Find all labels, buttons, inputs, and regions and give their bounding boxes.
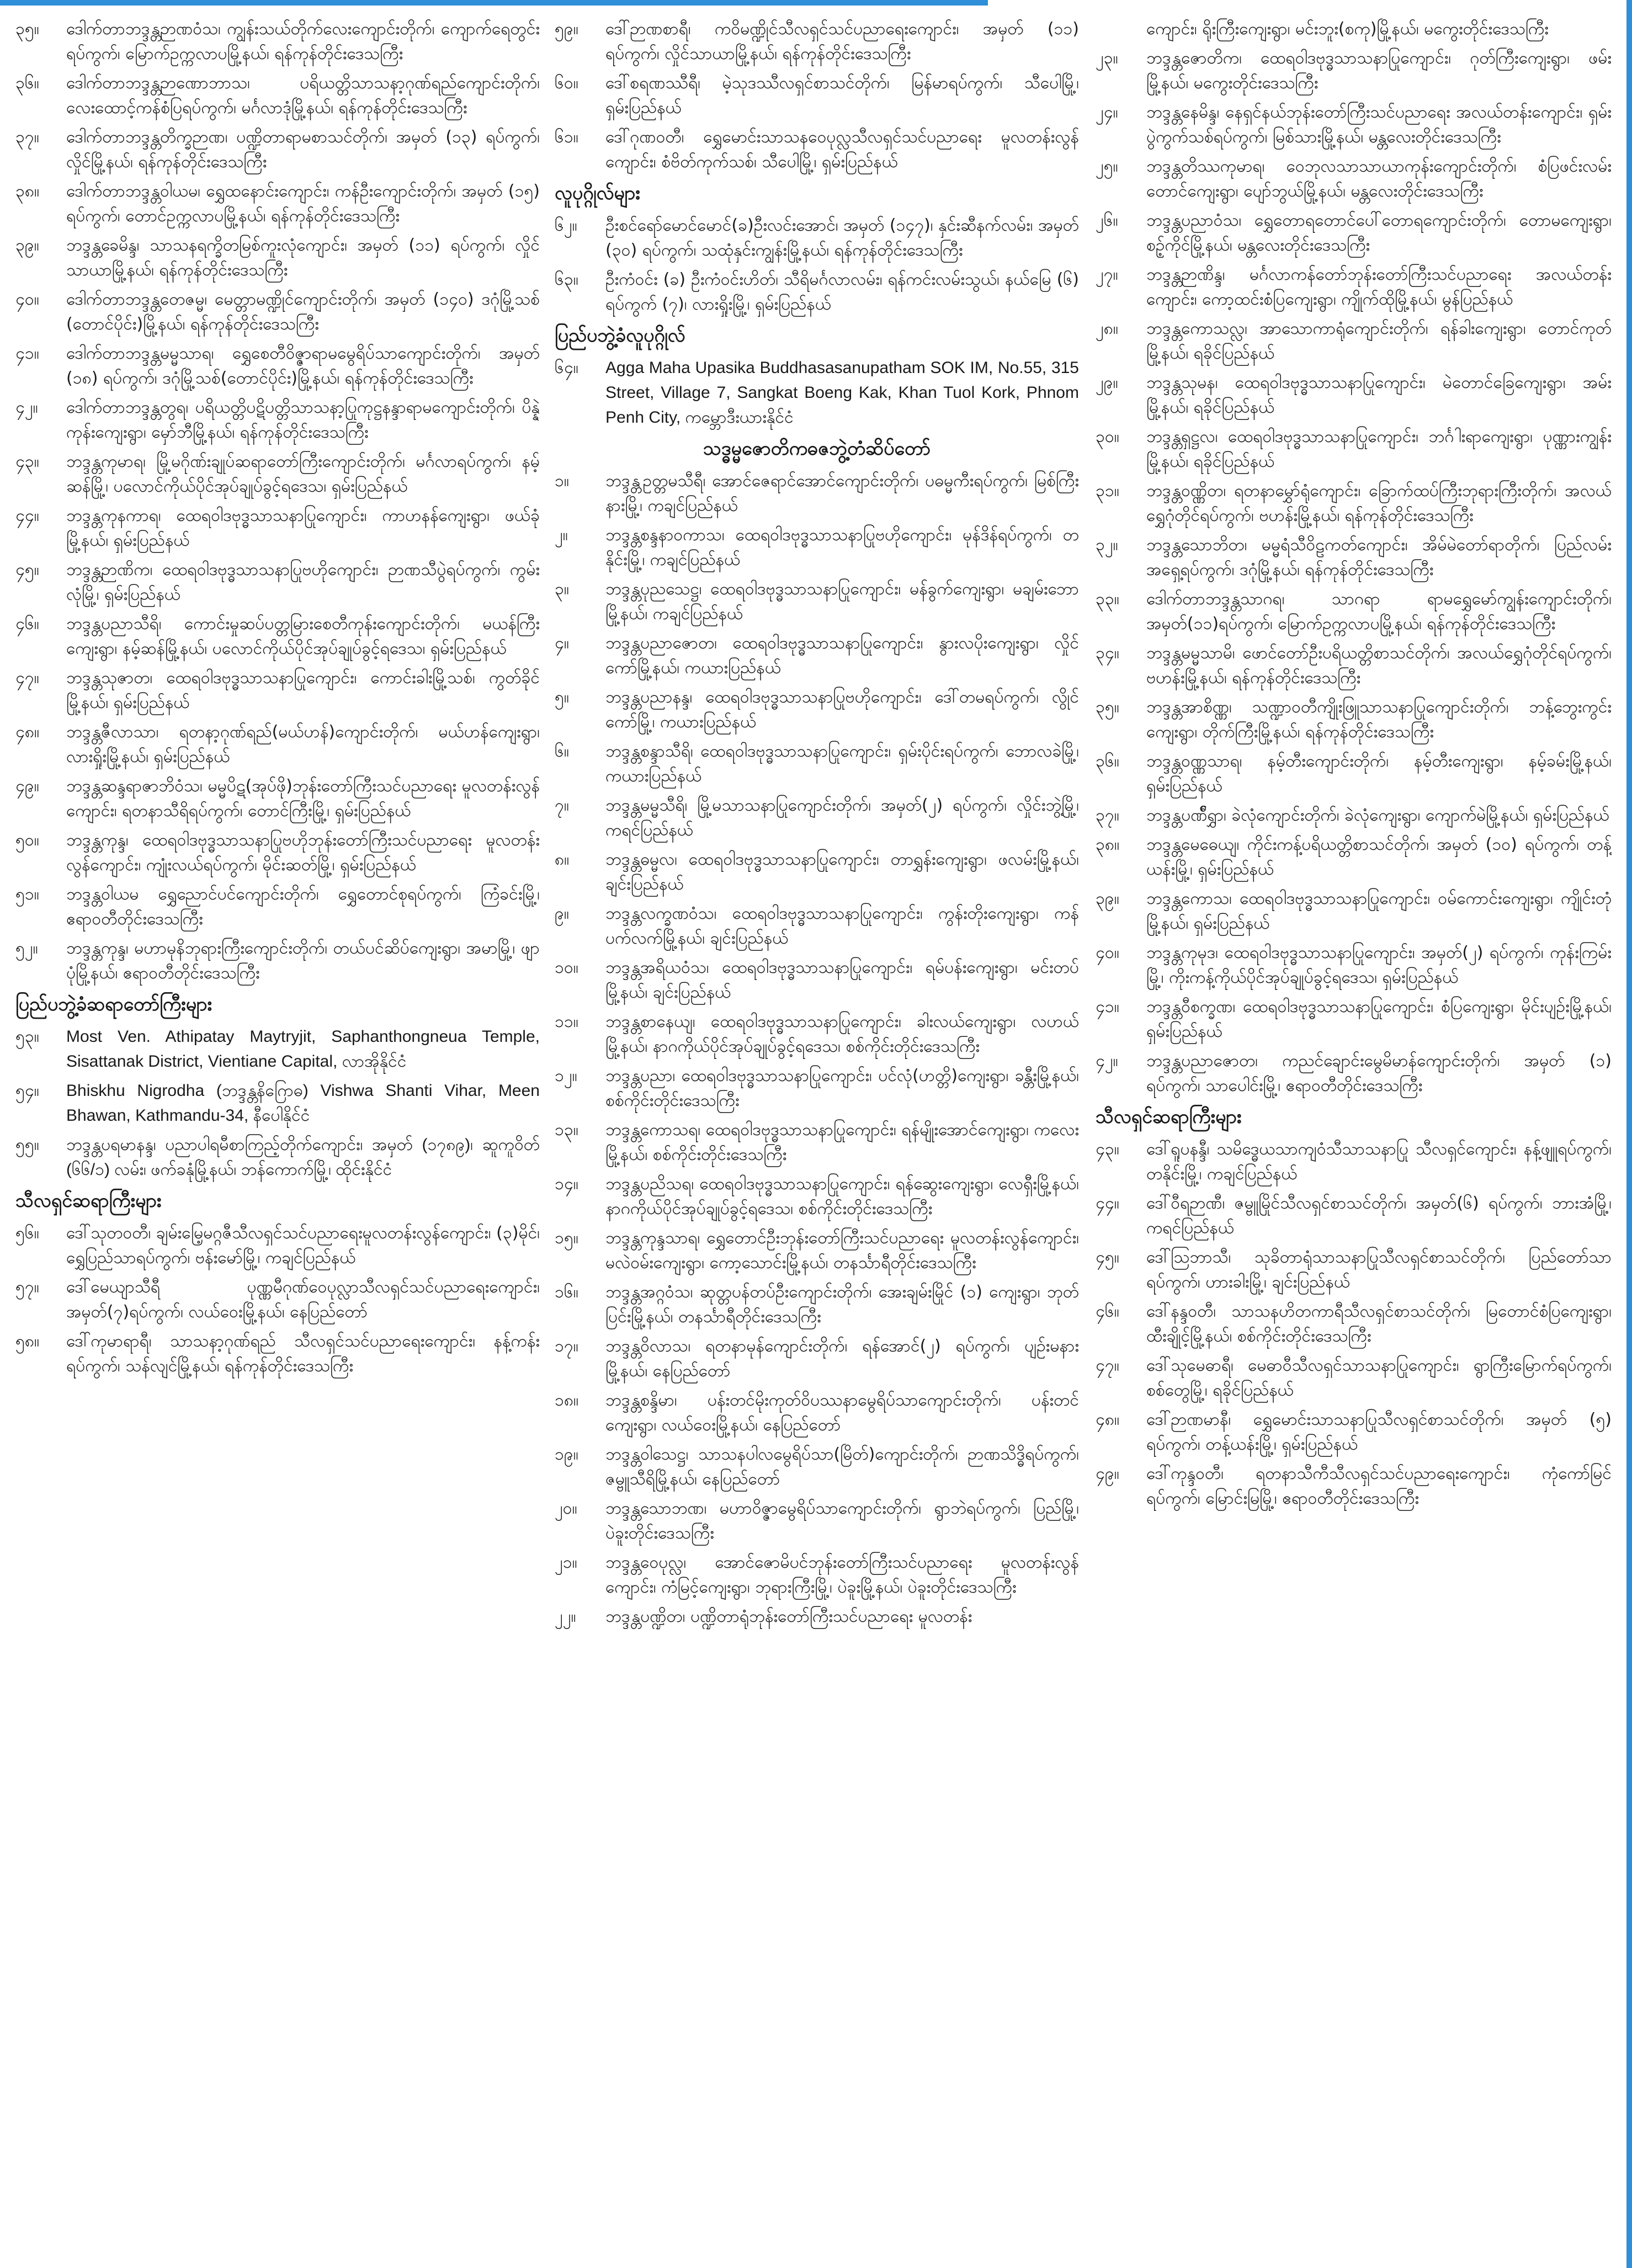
item-number: ၃၇။ <box>15 127 39 147</box>
list-item <box>1096 478 1612 528</box>
list-item <box>15 882 540 931</box>
list-item <box>1096 208 1612 258</box>
item-text: ဘဒ္ဒန္တပရမာနန္ဒ၊ ပညာပါရမီစာကြည့်တိုက်ကျောင်း၊ အမှတ် (၁၇၈၉)၊ ဆူကူဝိတ် (၆၆/၁) လမ်း၊ ဖက်ခနုံမြို့နယ်၊ ဘန်ကောက်မြို့၊ ထိုင်းနိုင်ငံ <box>66 1136 540 1179</box>
item-text: ဘဒ္ဒန္တကုန္ဒ၊ မဟာမုနိဘုရားကြီးကျောင်းတိုက်၊ တယ်ပင်ဆိပ်ကျေးရွာ၊ အမာမြို့၊ ဖျာပုံမြို့နယ်၊ ဧရာဝတီတိုင်းဒေသကြီး <box>66 939 540 983</box>
list-item <box>555 793 1079 843</box>
item-number: ၄၄။ <box>15 506 39 525</box>
list-item <box>1096 832 1612 882</box>
list-item <box>555 1117 1079 1167</box>
heading-nuns-2: သီလရှင်ဆရာကြီးများ <box>1096 1106 1242 1128</box>
item-number: ၃၂။ <box>1096 535 1118 555</box>
col2-list-d <box>555 468 1079 1629</box>
item-text: ဘဒ္ဒန္တကုန္ဒသာရ၊ ရွှေတောင်ဦးဘုန်းတော်ကြီးသင်ပညာရေး မူလတန်းလွန်ကျောင်း၊ မလဲဝမ်းကျေးရွာ၊ ကော့သောင်းမြို့နယ်၊ တနင်္သာရီတိုင်းဒေသကြီး <box>605 1228 1079 1273</box>
list-item <box>15 1024 540 1074</box>
item-number: ၇။ <box>555 796 569 815</box>
item-number: ၃၆။ <box>1096 752 1119 771</box>
list-item <box>15 287 540 337</box>
item-number: ၂၂။ <box>555 1607 576 1626</box>
item-number: ၄၂။ <box>15 398 38 417</box>
item-number: ၄၈။ <box>15 722 40 742</box>
item-text: ဘဒ္ဒန္တဇီလာသာ၊ ရတနာ့ဂုဏ်ရည်(မယ်ဟန်)ကျောင်းတိုက်၊ မယ်ဟန်ကျေးရွာ၊ လားရှိုးမြို့နယ်၊ ရှမ်းပြည်နယ် <box>66 722 540 766</box>
list-item <box>555 1604 1079 1629</box>
item-number: ၆၂။ <box>555 216 577 235</box>
item-number: ၄၉။ <box>15 776 39 796</box>
item-number: ၁။ <box>555 471 569 491</box>
item-text: ဘဒ္ဒန္တအာစိဏ္ဏ၊ သဏ္ဍာဝတီကျိုးဖြူသာသနာပြုကျောင်းတိုက်၊ ဘန့်ဘွေးကွင်းကျေးရွာ၊ တိုက်ကြီးမြို့နယ်၊ ရန်ကုန်တိုင်းဒေသကြီး <box>1146 698 1612 742</box>
item-text: ဘဒ္ဒန္တပညာနန္ဒ၊ ထေရဝါဒဗုဒ္ဓသာသနာပြုဗဟိုကျောင်း၊ ဒေါ်တမရပ်ကွက်၊ လွိုင်ကော်မြို့၊ ကယားပြည်နယ် <box>605 688 1079 732</box>
item-text: ဘဒ္ဒန္တဆန္ဒရာဇာဘိဝံသ၊ မမ္မပိဋ(အုပ်ဖို)ဘုန်းတော်ကြီးသင်ပညာရေး မူလတန်းလွန်ကျောင်း၊ ရတနာသီရိရပ်ကွက်၊ တောင်ကြီးမြို့၊ ရှမ်းပြည်နယ် <box>66 776 540 821</box>
item-number <box>1096 17 1146 41</box>
item-number: ၂၉။ <box>1096 373 1118 392</box>
list-item <box>1096 803 1612 828</box>
list-item <box>555 1442 1079 1492</box>
col1-list-a <box>15 17 540 986</box>
item-text: ဘဒ္ဒန္တကုနကာရ၊ ထေရဝါဒဗုဒ္ဓသာသနာပြုကျောင်း၊ ကာဟနန်ကျေးရွာ၊ ဖယ်ခုံမြို့နယ်၊ ရှမ်းပြည်နယ် <box>66 506 540 550</box>
item-number: ၂။ <box>555 525 568 545</box>
list-item <box>555 355 1079 430</box>
list-item <box>555 1496 1079 1546</box>
item-text: ဒေါ်ရူပနန္ဒီ၊ သမိဒ္ဓေယသာကျ၀ံသီသာသနာပြု သီလရှင်ကျောင်း၊ နန့်ဖျူရပ်ကွက်၊ တနိုင်းမြို့၊ ကချင်ပြည်နယ် <box>1146 1140 1612 1184</box>
list-item <box>15 936 540 986</box>
item-text: ဘဒ္ဒန္တအဂ္ဂဝံသ၊ ဆုတ္တပန်တပ်ဦးကျောင်းတိုက်၊ အေးချမ်းမြိုင် (၁) ကျေးရွာ၊ ဘုတ်ပြင်းမြို့နယ်၊ တနင်္သာရီတိုင်းဒေသကြီး <box>605 1282 1079 1327</box>
item-text: ဘဒ္ဒန္တသောဘိတ၊ မမ္မရံသီဝိဠကတ်ကျောင်း၊ အိမ်မဲတော်ရာတိုက်၊ ပြည်လမ်းအရှေ့ရပ်ကွက်၊ ဒဂုံမြို့နယ်၊ ရန်ကုန်တိုင်းဒေသကြီး <box>1146 535 1612 579</box>
list-item <box>555 523 1079 572</box>
item-number: ၃၃။ <box>1096 589 1119 609</box>
item-text: ဘဒ္ဒန္တပညာသီရိ၊ ကောင်းမှုဆပ်ပတ္တမြားစေတီကုန်းကျောင်းတိုက်၊ မယန်ကြီးကျေးရွာ၊ နမ့်ဆန်မြို့နယ်၊ ပလောင်ကိုယ်ပိုင်အုပ်ချုပ်ခွင့်ရဒေသ၊ ရှမ်းပြည်နယ် <box>66 614 540 658</box>
item-number: ၄၃။ <box>1096 1140 1119 1159</box>
item-text: ဘဒ္ဒန္တပညာဝံသ၊ ရွှေတောရတောင်ပေါ်တောရကျောင်းတိုက်၊ တောမကျေးရွာ၊ စဉ့်ကိုင်မြို့နယ်၊ မန္တလေးတိုင်းဒေသကြီး <box>1146 211 1612 255</box>
item-number: ၄၉။ <box>1096 1464 1119 1483</box>
list-item <box>1096 940 1612 990</box>
list-item <box>1096 886 1612 936</box>
item-number: ၆၁။ <box>555 127 578 147</box>
item-text: ဒေါ်ကုန္ဒဝတီ၊ ရတနာသီကီသီလရှင်သင်ပညာရေးကျောင်း၊ ကုံကော်မြင်ရပ်ကွက်၊ မြောင်းမြမြို့၊ ဧရာဝတီတိုင်းဒေသကြီး <box>1146 1464 1612 1508</box>
list-item <box>1096 316 1612 366</box>
list-item <box>15 341 540 391</box>
list-item <box>555 71 1079 120</box>
item-number: ၃၀။ <box>1096 427 1119 446</box>
item-number: ၅၁။ <box>15 885 39 904</box>
list-item <box>1096 533 1612 582</box>
list-item <box>555 1280 1079 1329</box>
item-text: ဘဒ္ဒန္တဝီစက္ခဏ၊ ထေရဝါဒဗုဒ္ဓသာသနာပြုကျောင်း၊ စံပြကျေးရွာ၊ မိုင်းပျဉ်းမြို့နယ်၊ ရှမ်းပြည်နယ် <box>1146 997 1612 1041</box>
item-number: ၄၅။ <box>15 560 39 579</box>
item-number: ၅၄။ <box>15 1081 39 1100</box>
list-item <box>15 17 540 66</box>
list-item <box>15 395 540 445</box>
list-item <box>1096 695 1612 744</box>
list-item <box>555 468 1079 518</box>
list-item <box>1096 587 1612 636</box>
item-number: ၁၉။ <box>555 1445 578 1464</box>
list-item <box>555 685 1079 734</box>
item-text: ဘဒ္ဒန္တပဏ္ဍိတ၊ ပဏ္ဍိတာရုံဘုန်းတော်ကြီးသင်ပညာရေး မူလတန်း <box>605 1607 972 1626</box>
item-text: ဘဒ္ဒန္တတိဿကုမာရ၊ ဝေဘုလသာသာယာကုန်းကျောင်းတိုက်၊ စံပြဖင်းလမ်းတောင်ကျေးရွာ၊ ပျော်ဘွယ်မြို့နယ်၊ မန္တလေးတိုင်းဒေသကြီး <box>1146 157 1612 201</box>
item-number: ၄၇။ <box>1096 1356 1119 1375</box>
list-item <box>15 449 540 499</box>
item-text: ဘဒ္ဒန္တဉာဏိန္ဒ၊ မင်္ဂလာကန်တော်ဘုန်းတော်ကြီးသင်ပညာရေး အလယ်တန်းကျောင်း၊ ကော့ထင်းစံပြကျေးရွာ၊ ကျိုက်ထိုမြို့နယ်၊ မွန်ပြည်နယ် <box>1146 265 1612 309</box>
item-number: ၆။ <box>555 742 569 761</box>
item-text: ဘဒ္ဒန္တခေမိန္ဒ၊ သာသနရက္ခိတမြစ်ကူးလုံကျောင်း၊ အမှတ် (၁၁) ရပ်ကွက်၊ လှိုင်သာယာမြို့နယ်၊ ရန်ကုန်တိုင်းဒေသကြီး <box>66 236 540 280</box>
list-item <box>15 774 540 823</box>
item-text: ဘဒ္ဒန္တလက္ခဏဝံသ၊ ထေရဝါဒဗုဒ္ဓသာသနာပြုကျောင်း၊ ကွန်းတိုးကျေးရွာ၊ ကန်ပက်လက်မြို့နယ်၊ ချင်းပြည်နယ် <box>605 904 1079 948</box>
list-item <box>555 631 1079 680</box>
list-item <box>15 611 540 661</box>
item-text: ဘဒ္ဒန္တစန္ဒနာဝကာသ၊ ထေရဝါဒဗုဒ္ဓသာသနာပြုဗဟိုကျောင်း၊ မုန်ဒိန်ရပ်ကွက်၊ တနိုင်းမြို့၊ ကချင်ပြည်နယ် <box>605 525 1079 569</box>
list-item <box>555 17 1079 66</box>
item-text: ဘဒ္ဒန္တသုဇာတ၊ ထေရဝါဒဗုဒ္ဓသာသနာပြုကျောင်း၊ ကောင်းခါးမြို့သစ်၊ ကွတ်ခိုင်မြို့နယ်၊ ရှမ်းပြည်နယ် <box>66 668 540 712</box>
list-item <box>1096 1191 1612 1241</box>
item-number: ၅၆။ <box>15 1223 39 1243</box>
item-text: ဒေါ်သုတဝတီ၊ ချမ်းမြေ့မဂ္ဂဇီသီလရှင်သင်ပညာရေးမူလတန်းလွန်ကျောင်း၊ (၃)မိုင်၊ ရွှေပြည်သာရပ်ကွက်၊ ဗန်းမော်မြို့၊ ကချင်ပြည်နယ် <box>66 1223 540 1268</box>
item-text: ဘဒ္ဒန္တဓမ္မလ၊ ထေရဝါဒဗုဒ္ဓသာသနာပြုကျောင်း၊ တာရွှန်းကျေးရွာ၊ ဖလမ်းမြို့နယ်၊ ချင်းပြည်နယ် <box>605 850 1079 894</box>
item-text: ဘဒ္ဒန္တကောသရ၊ ထေရဝါဒဗုဒ္ဓသာသနာပြုကျောင်း၊ ရန်မျိုးအောင်ကျေးရွာ၊ ကလေးမြို့နယ်၊ စစ်ကိုင်းတိုင်းဒေသကြီး <box>605 1120 1079 1164</box>
item-number: ၄၀။ <box>15 290 39 309</box>
list-item <box>555 125 1079 174</box>
item-text: ဘဒ္ဒန္တနေမိန္ဒ၊ နေရှင်နယ်ဘုန်းတော်ကြီးသင်ပညာရေး အလယ်တန်းကျောင်း၊ ရှမ်းပွဲကွက်သစ်ရပ်ကွက်၊ မြစ်သားမြို့နယ်၊ မန္တလေးတိုင်းဒေသကြီး <box>1146 103 1612 147</box>
item-text: ဘဒ္ဒန္တပညာ၊ ထေရဝါဒဗုဒ္ဓသာသနာပြုကျောင်း၊ ပင်လုံ(ဟတ္တိ)ကျေးရွာ၊ ခန္တီးမြို့နယ်၊ စစ်ကိုင်းတိုင်းဒေသကြီး <box>605 1066 1079 1110</box>
col3-list-b <box>1096 1137 1612 1511</box>
item-text: ဘဒ္ဒန္တပညာဇောတ၊ ကညင်ချောင်းမွေမိမာန်ကျောင်းတိုက်၊ အမှတ် (၁) ရပ်ကွက်၊ သာပေါင်းမြို့၊ ဧရာဝတီတိုင်းဒေသကြီး <box>1146 1051 1612 1095</box>
item-number: ၁၅။ <box>555 1228 578 1248</box>
list-item <box>555 1063 1079 1113</box>
item-text: ဒေါက်တာဘဒ္ဒန္တမမ္မသာရ၊ ရွှေစေတီဝိဇ္ဇာရာမမွေရိပ်သာကျောင်းတိုက်၊ အမှတ် (၁၈) ရပ်ကွက်၊ ဒဂုံမြို့သစ်(တောင်ပိုင်း)မြို့နယ်၊ ရန်ကုန်တိုင်းဒေသကြီး <box>66 344 540 388</box>
item-text: ဒေါ်ကုမာရာရီ၊ သာသနာ့ဂုဏ်ရည် သီလရှင်သင်ပညာရေးကျောင်း၊ နန့်ကန်းရပ်ကွက်၊ သန်လျင်မြို့နယ်၊ ရန်ကုန်တိုင်းဒေသကြီး <box>66 1332 540 1376</box>
item-number: ၃၆။ <box>15 73 39 93</box>
list-item <box>1096 1299 1612 1349</box>
list-item <box>1096 1407 1612 1457</box>
list-item <box>555 847 1079 897</box>
item-number: ၃၄။ <box>1096 643 1119 663</box>
list-item <box>15 828 540 877</box>
item-number: ၃၉။ <box>15 236 39 255</box>
list-item <box>1096 994 1612 1044</box>
item-text: Most Ven. Athipatay Maytryjit, Saphanthongneua Temple, Sisattanak District, Vientiane Capital, လာအိုနိုင်ငံ <box>66 1027 540 1071</box>
item-number: ၂၅။ <box>1096 157 1118 176</box>
list-item <box>1096 262 1612 312</box>
item-text: ဒေါ်ဝီရဉာဏီ၊ ဇမ္ဗူမြိုင်သီလရှင်စာသင်တိုက်၊ အမှတ်(၆) ရပ်ကွက်၊ ဘားအံမြို့၊ ကရင်ပြည်နယ် <box>1146 1194 1612 1238</box>
item-text: ဘဒ္ဒန္တဝဏ္ဏသာရ၊ နမ့်တီးကျောင်းတိုက်၊ နမ့်တီးကျေးရွာ၊ နမ့်ခမ်းမြို့နယ်၊ ရှမ်းပြည်နယ် <box>1146 752 1612 796</box>
item-text: ဘဒ္ဒန္တသောဘဏ၊ မဟာဝိဇ္ဇာမွေရိပ်သာကျောင်းတိုက်၊ ရွာဘဲရပ်ကွက်၊ ပြည်မြို့၊ ပဲခူးတိုင်းဒေသကြီး <box>605 1499 1079 1543</box>
item-number: ၂၀။ <box>555 1499 577 1518</box>
item-text: ဒေါက်တာဘဒ္ဒန္တဉာဏောဘာသ၊ ပရိယတ္တိသာသနာ့ဂုဏ်ရည်ကျောင်းတိုက်၊ လေးထောင့်ကန်စံပြရပ်ကွက်၊ မင်္ဂလာဒုံမြို့နယ်၊ ရန်ကုန်တိုင်းဒေသကြီး <box>66 73 540 118</box>
list-item <box>1096 1048 1612 1098</box>
item-number: ၆၃။ <box>555 270 578 289</box>
item-text: ဘဒ္ဒန္တဝါယမ ရွှေညောင်ပင်ကျောင်းတိုက်၊ ရွှေတောင်စုရပ်ကွက်၊ ကြံခင်းမြို့၊ ဧရာဝတီတိုင်းဒေသကြီး <box>66 885 540 929</box>
list-item <box>15 125 540 174</box>
list-item <box>1096 370 1612 420</box>
item-number: ၂၇။ <box>1096 265 1118 284</box>
item-text: ဒေါ်သုမေဓာရီ၊ မေဓာဝီသီလရှင်သာသနာပြုကျောင်း၊ ရွာကြီးမြောက်ရပ်ကွက်၊ စစ်တွေမြို့၊ ရခိုင်ပြည်နယ် <box>1146 1356 1612 1400</box>
item-number: ၃၉။ <box>1096 889 1119 908</box>
list-item <box>15 1329 540 1378</box>
list-item <box>15 1275 540 1324</box>
item-text: ဘဒ္ဒန္တမေဓေယျ၊ ကိုင်းကန့်ပရိယတ္တိစာသင်တိုက်၊ အမှတ် (၁၀) ရပ်ကွက်၊ တန့်ယန်းမြို့၊ ရှမ်းပြည်နယ် <box>1146 835 1612 879</box>
item-number: ၁၃။ <box>555 1120 578 1140</box>
item-text: ဘဒ္ဒန္တဉာဏိက၊ ထေရဝါဒဗုဒ္ဓသာသနာပြုဗဟိုကျောင်း၊ ဉာဏသီပွဲရပ်ကွက်၊ ကွမ်းလုံမြို့၊ ရှမ်းပြည်နယ် <box>66 560 540 604</box>
col1-list-b <box>15 1024 540 1182</box>
item-text: ဘဒ္ဒန္တပညာဇောတ၊ ထေရဝါဒဗုဒ္ဓသာသနာပြုကျောင်း၊ နွားလပိုးကျေးရွာ၊ လှိုင်ကော်မြို့နယ်၊ ကယားပြည်နယ် <box>605 633 1079 678</box>
col2-list-b <box>555 213 1079 317</box>
item-number: ၅၈။ <box>15 1332 40 1351</box>
col1-list-c <box>15 1221 540 1378</box>
item-text: ဘဒ္ဒန္တဇောတိက၊ ထေရဝါဒဗုဒ္ဓသာသနာပြုကျောင်း၊ ဂုတ်ကြီးကျေးရွာ၊ ဖမ်းမြို့နယ်၊ မကွေးတိုင်းဒေသကြီး <box>1146 49 1612 93</box>
heading-foreign-monks: ပြည်ပဘွဲ့ခံဆရာတော်ကြီးများ <box>15 993 212 1015</box>
item-number: ၃။ <box>555 579 569 599</box>
item-text: ဒေါက်တာဘဒ္ဒန္တဝါယမ၊ ရွှေထနောင်းကျောင်း၊ ကန်ဦးကျောင်းတိုက်၊ အမှတ် (၁၅) ရပ်ကွက်၊ တောင်ဥက္ကလာပမြို့နယ်၊ ရန်ကုန်တိုင်းဒေသကြီး <box>66 182 540 226</box>
item-number: ၄။ <box>555 633 569 653</box>
item-number: ၄၆။ <box>15 614 39 633</box>
item-text: ဒေါက်တာဘဒ္ဒန္တသာဂရ၊ သာဂရာ ရာမရွှေမော်ကျွန်းကျောင်းတိုက်၊ အမှတ်(၁၁)ရပ်ကွက်၊ မြောက်ဥက္ကလာပမြို့နယ်၊ ရန်ကုန်တိုင်းဒေသကြီး <box>1146 589 1612 633</box>
item-text: ဘဒ္ဒန္တဝဏ္ဏိတ၊ ရတနာမွှော်ရုံကျောင်း၊ ခြောက်ထပ်ကြီးဘုရားကြီးတိုက်၊ အလယ်ရွှေဂုံတိုင်ရပ်ကွက်၊ ဗဟန်းမြို့နယ်၊ ရန်ကုန်တိုင်းဒေသကြီး <box>1146 481 1612 525</box>
item-text: ဘဒ္ဒန္တပညိသရ၊ ထေရဝါဒဗုဒ္ဓသာသနာပြုကျောင်း၊ ရန်ဆွေးကျေးရွာ၊ လေရှီးမြို့နယ်၊ နာဂကိုယ်ပိုင်အုပ်ချုပ်ခွင့်ရဒေသ၊ စစ်ကိုင်းတိုင်းဒေသကြီး <box>605 1174 1079 1218</box>
list-item <box>15 503 540 553</box>
item-text: ဒေါက်တာဘဒ္ဒန္တဉာဏဝံသ၊ ကျွန်းသယ်တိုက်လေးကျောင်းတိုက်၊ ကျောက်ရေတွင်းရပ်ကွက်၊ မြောက်ဥက္ကလာပမြို့နယ်၊ ရန်ကုန်တိုင်းဒေသကြီး <box>66 19 540 63</box>
item-text: ဘဒ္ဒန္တပုညသေဋ္ဌ၊ ထေရဝါဒဗုဒ္ဓသာသနာပြုကျောင်း၊ မန်ခွက်ကျေးရွာ၊ မချမ်းဘောမြို့နယ်၊ ကချင်ပြည်နယ် <box>605 579 1079 624</box>
item-text: ဘဒ္ဒန္တဝေပုလ္လ၊ အောင်ဇောမိပင်ဘုန်းတော်ကြီးသင်ပညာရေး မူလတန်းလွန်ကျောင်း၊ ကံမြင့်ကျေးရွာ၊ ဘုရားကြီးမြို့၊ ပဲခူးမြို့နယ်၊ ပဲခူးတိုင်းဒေသကြီး <box>605 1553 1079 1597</box>
item-text: ဦးကံဝင်း (ခ) ဦးကံဝင်းဟိတ်၊ သီရိမင်္ဂလာလမ်း၊ ရန်ကင်းလမ်းသွယ်၊ နယ်မြေ (၆) ရပ်ကွက် (၇)၊ လားရှိုးမြို့၊ ရှမ်းပြည်နယ် <box>605 270 1079 314</box>
heading-foreign-lay: ပြည်ပဘွဲ့ခံလူပုဂ္ဂိုလ် <box>555 324 685 347</box>
item-number: ၁၀။ <box>555 958 578 977</box>
list-item <box>555 1388 1079 1438</box>
item-text: ဘဒ္ဒန္တဥတ္တမသီရီ၊ အောင်ဇေရာင်အောင်ကျောင်းတိုက်၊ ပဓမ္မကီးရပ်ကွက်၊ မြစ်ကြီးနားမြို့၊ ကချင်ပြည်နယ် <box>605 471 1079 515</box>
list-item <box>555 1009 1079 1059</box>
item-number: ၂၆။ <box>1096 211 1118 230</box>
list-item <box>1096 1353 1612 1403</box>
item-number: ၄၄။ <box>1096 1194 1119 1213</box>
list-item <box>1096 100 1612 150</box>
item-text: ဘဒ္ဒန္တဝါသေဋ္ဌ၊ သာသနပါလမွေရိပ်သာ(မြိတ်)ကျောင်းတိုက်၊ ဉာဏသိဒ္ဓိရပ်ကွက်၊ ဇမ္ဗူသီရိမြို့နယ်၊ နေပြည်တော် <box>605 1445 1079 1489</box>
item-number: ၄၂။ <box>1096 1051 1118 1071</box>
item-number: ၅၉။ <box>555 19 578 39</box>
item-number: ၄၀။ <box>1096 943 1119 962</box>
col3-list-a <box>1096 17 1612 1098</box>
list-item <box>555 213 1079 263</box>
list-item <box>555 1334 1079 1383</box>
item-number: ၃၁။ <box>1096 481 1119 501</box>
item-number: ၆၄။ <box>555 358 578 377</box>
list-item <box>555 1172 1079 1221</box>
list-item <box>1096 424 1612 474</box>
list-item <box>555 955 1079 1005</box>
list-item <box>15 557 540 607</box>
item-number: ၁၄။ <box>555 1174 578 1194</box>
list-item <box>1096 154 1612 204</box>
item-number: ၁၁။ <box>555 1012 578 1031</box>
item-text: ဒေါ်မေယျာသီရီ ပုဏ္ဏမီဂုဏ်ဝေပုလ္လာသီလရှင်သင်ပညာရေးကျောင်း၊ အမှတ်(၇)ရပ်ကွက်၊ လယ်ဝေးမြို့နယ်၊ နေပြည်တော် <box>66 1277 540 1322</box>
item-number: ၄၁။ <box>1096 997 1119 1016</box>
list-item <box>555 267 1079 317</box>
item-number: ၃၅။ <box>1096 698 1119 717</box>
list-item <box>555 1226 1079 1275</box>
item-text: ဘဒ္ဒန္တကုမုဒ၊ ထေရဝါဒဗုဒ္ဓသာသနာပြုကျောင်း၊ အမှတ်(၂) ရပ်ကွက်၊ ကုန်းကြမ်းမြို့၊ ကိုးကန့်ကိုယ်ပိုင်အုပ်ချုပ်ခွင့်ရဒေသ၊ ရှမ်းပြည်နယ် <box>1146 943 1612 987</box>
item-text: ကျောင်း၊ ရိုးကြီးကျေးရွာ၊ မင်းဘူး(စကု)မြို့နယ်၊ မကွေးတိုင်းဒေသကြီး <box>1146 19 1549 39</box>
item-number: ၄၁။ <box>15 344 39 363</box>
item-number: ၅၅။ <box>15 1135 39 1154</box>
list-item <box>1096 1137 1612 1186</box>
column-3 <box>1096 17 1612 2257</box>
item-number: ၁၆။ <box>555 1282 578 1302</box>
item-text: ဦးစင်ရော်မောင်မောင်(ခ)ဦးလင်းအောင်၊ အမှတ် (၁၄၇)၊ နှင်းဆီနက်လမ်း၊ အမှတ် (၃၀) ရပ်ကွက်၊ သထုံနှင်းကျွန်းမြို့နယ်၊ ရန်ကုန်တိုင်းဒေသကြီး <box>605 216 1079 260</box>
item-text: ဘဒ္ဒန္တဝိလာသ၊ ရတနာမုန်ကျောင်းတိုက်၊ ရန်အောင်(၂) ရပ်ကွက်၊ ပျဉ်းမနားမြို့နယ်၊ နေပြည်တော် <box>605 1337 1079 1381</box>
item-text: ဒေါ်ဉာဏမာနီ၊ ရွှေမောင်းသာသနာပြုသီလရှင်စာသင်တိုက်၊ အမှတ် (၅) ရပ်ကွက်၊ တန့်ယန်းမြို့၊ ရှမ်းပြည်နယ် <box>1146 1410 1612 1454</box>
item-number: ၄၃။ <box>15 452 39 471</box>
list-item <box>15 1078 540 1128</box>
item-number: ၉။ <box>555 904 569 923</box>
item-text: ဘဒ္ဒန္တသုမန၊ ထေရဝါဒဗုဒ္ဓသာသနာပြုကျောင်း၊ မဲတောင်ခြေကျေးရွာ၊ အမ်းမြို့နယ်၊ ရခိုင်ပြည်နယ် <box>1146 373 1612 417</box>
item-number: ၄၅။ <box>1096 1248 1119 1267</box>
list-item <box>555 577 1079 626</box>
list-item <box>1096 641 1612 690</box>
item-text: ဘဒ္ဒန္တကုန္ဒ၊ ထေရဝါဒဗုဒ္ဓသာသနာပြုဗဟိုဘုန်းတော်ကြီးသင်ပညာရေး မူလတန်းလွန်ကျောင်း၊ ကျုံးလယ်ရပ်ကွက်၊ မိုင်းဆတ်မြို့၊ ရှမ်းပြည်နယ် <box>66 830 540 875</box>
top-border <box>0 0 988 6</box>
item-number: ၅။ <box>555 688 569 707</box>
list-item <box>555 739 1079 789</box>
heading-laypeople: လူပုဂ္ဂိုလ်များ <box>555 182 640 204</box>
item-text: ဘဒ္ဒန္တစာနေယျ၊ ထေရဝါဒဗုဒ္ဓသာသနာပြုကျောင်း၊ ခါးလယ်ကျေးရွာ၊ လဟယ်မြို့နယ်၊ နာဂကိုယ်ပိုင်အုပ်ချုပ်ခွင့်ရဒေသ၊ စစ်ကိုင်းတိုင်းဒေသကြီး <box>605 1012 1079 1056</box>
item-number: ၆၀။ <box>555 73 578 93</box>
list-item <box>1096 749 1612 798</box>
item-text: ဘဒ္ဒန္တစန္ဒာသီရိ၊ ထေရဝါဒဗုဒ္ဓသာသနာပြုကျောင်း၊ ရှမ်းပိုင်းရပ်ကွက်၊ ဘောလခဲမြို့၊ ကယားပြည်နယ် <box>605 742 1079 786</box>
item-text: ဘဒ္ဒန္တစန္ဒိမာ၊ ပန်းတင်မိုးကုတ်ဝိပဿနာမွေရိပ်သာကျောင်းတိုက်၊ ပန်းတင်ကျေးရွာ၊ လယ်ဝေးမြို့နယ်၊ နေပြည်တော် <box>605 1391 1079 1435</box>
column-2 <box>555 17 1079 2257</box>
list-item <box>15 71 540 120</box>
right-border <box>1626 0 1632 2268</box>
item-text: Agga Maha Upasika Buddhasasanupatham SOK IM, No.55, 315 Street, Village 7, Sangkat Boeng Kak, Khan Tuol Kork, Phnom Penh City, ကမ္ဘောဒီးယားနိုင်ငံ <box>605 359 1079 427</box>
heading-title-award: သဒ္ဓမ္မဇောတိကဓဇဘွဲ့တံဆိပ်တော် <box>703 438 931 460</box>
item-text: ဒေါ်သြဘာသီ၊ သုခိတာရုံသာသနာပြုသီလရှင်စာသင်တိုက်၊ ပြည်တော်သာရပ်ကွက်၊ ဟားခါးမြို့၊ ချင်းပြည်နယ် <box>1146 1248 1612 1292</box>
item-text: ဘဒ္ဒန္တရှဋ္ဌလ၊ ထေရဝါဒဗုဒ္ဓသာသနာပြုကျောင်း၊ ဘင်္ဂါးရာကျေးရွာ၊ ပုဏ္ဏားကျွန်းမြို့နယ်၊ ရခိုင်ပြည်နယ် <box>1146 427 1612 471</box>
list-item <box>555 1550 1079 1600</box>
list-item <box>1096 17 1612 41</box>
item-number: ၁၇။ <box>555 1337 578 1356</box>
list-item <box>555 901 1079 951</box>
item-number: ၄၆။ <box>1096 1302 1119 1321</box>
item-text: ဘဒ္ဒန္တကောသ၊ ထေရဝါဒဗုဒ္ဓသာသနာပြုကျောင်း၊ ဝမ်ကောင်းကျေးရွာ၊ ကျိုင်းတုံမြို့နယ်၊ ရှမ်းပြည်နယ် <box>1146 889 1612 933</box>
item-text: ဘဒ္ဒန္တကုမာရ၊ မြို့မဂိုဏ်းချုပ်ဆရာတော်ကြီးကျောင်းတိုက်၊ မင်္ဂလာရပ်ကွက်၊ နမ့်ဆန်မြို့၊ ပလောင်ကိုယ်ပိုင်အုပ်ချုပ်ခွင့်ရဒေသ၊ ရှမ်းပြည်နယ် <box>66 452 540 496</box>
item-number: ၁၈။ <box>555 1391 579 1410</box>
item-text: ဒေါ်နန္ဒဝတီ၊ သာသနဟိတကာရီသီလရှင်စာသင်တိုက်၊ မြတောင်စံပြကျေးရွာ၊ ထီးချိုင့်မြို့နယ်၊ စစ်ကိုင်းတိုင်းဒေသကြီး <box>1146 1302 1612 1346</box>
item-text: ဒေါက်တာဘဒ္ဒန္တတိက္ခဉာဏ၊ ပဏ္ဍိတာရာမစာသင်တိုက်၊ အမှတ် (၁၃) ရပ်ကွက်၊ လှိုင်မြို့နယ်၊ ရန်ကုန်တိုင်းဒေသကြီး <box>66 127 540 172</box>
list-item <box>15 1221 540 1270</box>
list-item <box>15 1132 540 1182</box>
list-item <box>15 179 540 228</box>
item-text: ဘဒ္ဒန္တမမ္မသာမိ၊ ဖောင်တော်ဦးပရိယတ္တိစာသင်တိုက်၊ အလယ်ရွှေဂုံတိုင်ရပ်ကွက်၊ ဗဟန်းမြို့နယ်၊ ရန်ကုန်တိုင်းဒေသကြီး <box>1146 643 1612 688</box>
item-number: ၅၇။ <box>15 1277 39 1297</box>
item-text: Bhiskhu Nigrodha (ဘဒ္ဒန္တနိဂြောဓ) Vishwa Shanti Vihar, Meen Bhawan, Kathmandu-34, နီပေါနိုင်ငံ <box>66 1082 540 1125</box>
item-number: ၈။ <box>555 850 570 869</box>
item-text: ဒေါ်စရဏဿီရီ၊ မဲ့သုဒဿီလရှင်စာသင်တိုက်၊ မြန်မာရပ်ကွက်၊ သီပေါမြို့၊ ရှမ်းပြည်နယ် <box>605 73 1079 118</box>
col2-list-a <box>555 17 1079 174</box>
heading-nuns: သီလရှင်ဆရာကြီးများ <box>15 1190 162 1212</box>
item-text: ဒေါက်တာဘဒ္ဒန္တတွရ၊ ပရိယတ္တိပဋိပတ္တိသာသနာ့ပြုကုဋ္ဌနန္ဒာရာမကျောင်းတိုက်၊ ပိန္နဲကုန်းကျေးရွာ၊ မှော်ဘီမြို့နယ်၊ ရန်ကုန်တိုင်းဒေသကြီး <box>66 398 540 442</box>
item-text: ဒေါ်ဉာဏစာရီ၊ ကဝိမဏ္ဍိုင်သီလရှင်သင်ပညာရေးကျောင်း၊ အမှတ် (၁၁) ရပ်ကွက်၊ လှိုင်သာယာမြို့နယ်၊ ရန်ကုန်တိုင်းဒေသကြီး <box>605 19 1079 63</box>
item-text: ဒေါ်ဂုဏဝတီ၊ ရွှေမောင်းသာသနဝေပုလ္လသီလရှင်သင်ပညာရေး မူလတန်းလွန်ကျောင်း၊ စံဗိတ်ကုက်သစ်၊ သီပေါမြို့၊ ရှမ်းပြည်နယ် <box>605 127 1079 172</box>
item-text: ဘဒ္ဒန္တမမ္မသီရိ၊ မြို့မသာသနာပြုကျောင်းတိုက်၊ အမှတ်(၂) ရပ်ကွက်၊ လှိုင်းဘွဲ့မြို့၊ ကရင်ပြည်နယ် <box>605 796 1079 840</box>
item-number: ၃၅။ <box>15 19 39 39</box>
list-item <box>15 666 540 715</box>
item-number: ၂၃။ <box>1096 49 1118 68</box>
list-item <box>1096 46 1612 95</box>
item-number: ၃၈။ <box>1096 835 1120 854</box>
item-number: ၅၀။ <box>15 830 39 850</box>
item-number: ၁၂။ <box>555 1066 577 1085</box>
item-text: ဘဒ္ဒန္တကောသလ္လ၊ အာသောကာရုံကျောင်းတိုက်၊ ရန်ခါးကျေးရွာ၊ တောင်ကုတ်မြို့နယ်၊ ရခိုင်ပြည်နယ် <box>1146 319 1612 363</box>
item-number: ၃၈။ <box>15 182 40 201</box>
item-number: ၂၈။ <box>1096 319 1118 338</box>
item-number: ၂၁။ <box>555 1553 577 1572</box>
list-item <box>15 233 540 283</box>
item-number: ၄၇။ <box>15 668 39 688</box>
item-text: ဘဒ္ဒန္တပဏ်ီရွှာ၊ ခဲလုံကျောင်းတိုက်၊ ခဲလုံကျေးရွာ၊ ကျောက်မဲမြို့နယ်၊ ရှမ်းပြည်နယ် <box>1146 806 1609 825</box>
item-number: ၂၄။ <box>1096 103 1118 122</box>
item-number: ၅၂။ <box>15 939 38 958</box>
item-number: ၅၃။ <box>15 1027 39 1046</box>
item-text: ဒေါက်တာဘဒ္ဒန္တတေဇမ္မ၊ မေတ္တာမဏ္ဍိုင်ကျောင်းတိုက်၊ အမှတ် (၁၄၀) ဒဂုံမြို့သစ် (တောင်ပိုင်း)မြို့နယ်၊ ရန်ကုန်တိုင်းဒေသကြီး <box>66 290 540 334</box>
item-number: ၃၇။ <box>1096 806 1119 825</box>
list-item <box>1096 1245 1612 1295</box>
list-item <box>15 720 540 769</box>
item-text: ဘဒ္ဒန္တအရိယဝံသ၊ ထေရဝါဒဗုဒ္ဓသာသနာပြုကျောင်း၊ ရမ်ပန်းကျေးရွာ၊ မင်းတပ်မြို့နယ်၊ ချင်းပြည်နယ် <box>605 958 1079 1002</box>
column-1 <box>15 17 540 2257</box>
list-item <box>1096 1461 1612 1511</box>
item-number: ၄၈။ <box>1096 1410 1120 1429</box>
col2-list-c <box>555 355 1079 430</box>
